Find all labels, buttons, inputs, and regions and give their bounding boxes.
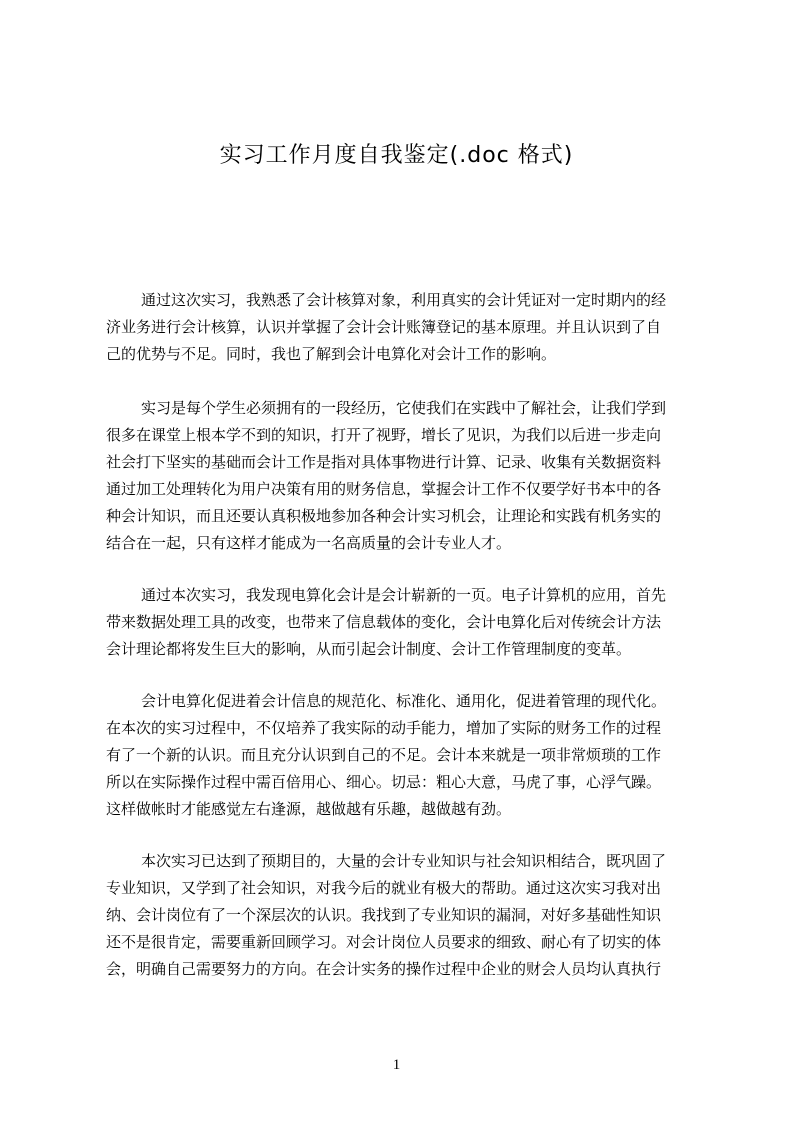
paragraph-2-line-4: 通过加工处理转化为用户决策有用的财务信息，掌握会计工作不仅要学好书本中的各	[106, 480, 662, 498]
document-title: 实习工作月度自我鉴定(.doc 格式)	[219, 143, 574, 168]
paragraph-1-line-3: 己的优势与不足。同时，我也了解到会计电算化对会计工作的影响。	[106, 345, 557, 363]
paragraph-4-line-1: 会计电算化促进着会计信息的规范化、标准化、通用化，促进着管理的现代化。	[141, 692, 667, 710]
paragraph-5-line-5: 会，明确自己需要努力的方向。在会计实务的操作过程中企业的财会人员均认真执行	[106, 960, 662, 978]
paragraph-4-line-4: 所以在实际操作过程中需百倍用心、细心。切忌：粗心大意，马虎了事，心浮气躁。	[106, 773, 662, 791]
paragraph-2-line-5: 种会计知识，而且还要认真积极地参加各种会计实习机会，让理论和实践有机务实的	[106, 507, 662, 525]
paragraph-3-line-1: 通过本次实习，我发现电算化会计是会计崭新的一页。电子计算机的应用，首先	[141, 586, 667, 604]
paragraph-4-line-5: 这样做帐时才能感觉左右逢源，越做越有乐趣，越做越有劲。	[106, 800, 512, 818]
paragraph-1-line-2: 济业务进行会计核算，认识并掌握了会计会计账簿登记的基本原理。并且认识到了自	[106, 318, 662, 336]
paragraph-3-line-2: 带来数据处理工具的改变，也带来了信息载体的变化，会计电算化后对传统会计方法	[106, 613, 662, 631]
paragraph-2-line-2: 很多在课堂上根本学不到的知识，打开了视野，增长了见识，为我们以后进一步走向	[106, 426, 662, 444]
page-number: 1	[392, 1057, 401, 1073]
paragraph-5-line-3: 纳、会计岗位有了一个深层次的认识。我找到了专业知识的漏洞，对好多基础性知识	[106, 906, 662, 924]
paragraph-2-line-1: 实习是每个学生必须拥有的一段经历，它使我们在实践中了解社会，让我们学到	[141, 399, 667, 417]
paragraph-1-line-1: 通过这次实习，我熟悉了会计核算对象，利用真实的会计凭证对一定时期内的经	[141, 291, 667, 309]
paragraph-5-line-2: 专业知识，又学到了社会知识，对我今后的就业有极大的帮助。通过这次实习我对出	[106, 879, 662, 897]
paragraph-4-line-3: 有了一个新的认识。而且充分认识到自己的不足。会计本来就是一项非常烦琐的工作	[106, 746, 662, 764]
paragraph-5-line-4: 还不是很肯定，需要重新回顾学习。对会计岗位人员要求的细致、耐心有了切实的体	[106, 933, 662, 951]
paragraph-2-line-3: 社会打下坚实的基础而会计工作是指对具体事物进行计算、记录、收集有关数据资料	[106, 453, 662, 471]
paragraph-3-line-3: 会计理论都将发生巨大的影响，从而引起会计制度、会计工作管理制度的变革。	[106, 640, 632, 658]
paragraph-2-line-6: 结合在一起，只有这样才能成为一名高质量的会计专业人才。	[106, 534, 512, 552]
paragraph-5-line-1: 本次实习已达到了预期目的，大量的会计专业知识与社会知识相结合，既巩固了	[141, 852, 667, 870]
paragraph-4-line-2: 在本次的实习过程中，不仅培养了我实际的动手能力，增加了实际的财务工作的过程	[106, 719, 662, 737]
